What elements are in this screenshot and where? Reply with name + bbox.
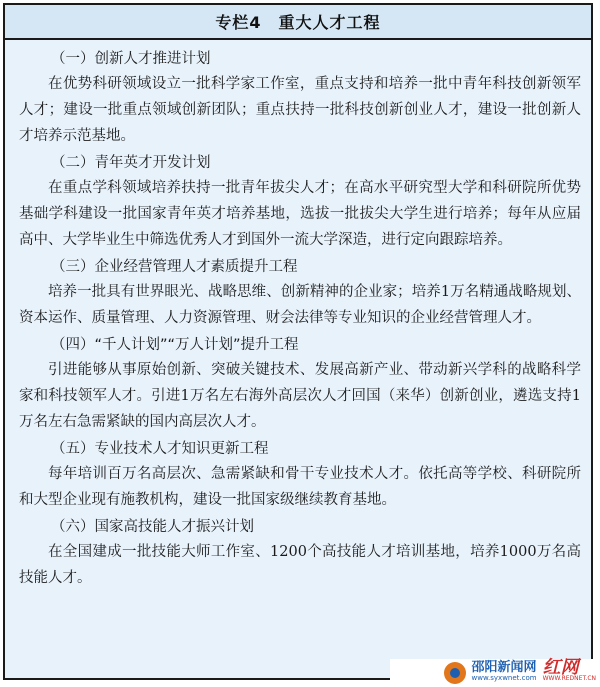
site-name: 邵阳新闻网 bbox=[471, 660, 537, 675]
section-heading-2: （二）青年英才开发计划 bbox=[51, 155, 211, 171]
section-body-3: 培养一批具有世界眼光、战略思维、创新精神的企业家；培养1万名精通战略规划、资本运作、质量管理、人力资源管理、财会法律等专业知识的企业经营管理人才。 bbox=[19, 284, 581, 326]
section-body-5: 每年培训百万名高层次、急需紧缺和骨干专业技术人才。依托高等学校、科研院所和大型企业现有施教机构，建设一批国家级继续教育基地。 bbox=[19, 466, 581, 508]
rednet-logo: 红网 bbox=[542, 657, 579, 678]
section-heading-4: （四）“千人计划”“万人计划”提升工程 bbox=[51, 337, 299, 353]
site-logo-icon bbox=[444, 662, 466, 684]
column-box bbox=[3, 3, 593, 680]
site-url: www.syxwnet.com bbox=[471, 674, 537, 682]
column-content bbox=[5, 40, 591, 591]
section-heading-1: （一）创新人才推进计划 bbox=[51, 51, 211, 67]
section-heading-6: （六）国家高技能人才振兴计划 bbox=[51, 519, 254, 535]
section-heading-5: （五）专业技术人才知识更新工程 bbox=[51, 441, 269, 457]
rednet-brand bbox=[542, 657, 596, 684]
rednet-url: WWW.REDNET.CN bbox=[542, 675, 596, 682]
section-heading-3: （三）企业经营管理人才素质提升工程 bbox=[51, 259, 298, 275]
section-body-6: 在全国建成一批技能大师工作室、1200个高技能人才培训基地，培养1000万名高技能人才。 bbox=[19, 544, 581, 586]
section-body-4: 引进能够从事原始创新、突破关键技术、发展高新产业、带动新兴学科的战略科学家和科技领军人才。引进1万名左右海外高层次人才回国（来华）创新创业，遴选支持1万名左右急需紧缺的国内高层次人才。 bbox=[19, 362, 581, 430]
section-body-1: 在优势科研领域设立一批科学家工作室，重点支持和培养一批中青年科技创新领军人才；建设一批重点领域创新团队；重点扶持一批科技创新创业人才，建设一批创新人才培养示范基地。 bbox=[19, 76, 581, 144]
site-brand bbox=[472, 662, 537, 684]
section-body-2: 在重点学科领域培养扶持一批青年拔尖人才；在高水平研究型大学和科研院所优势基础学科建设一批国家青年英才培养基地，选拔一批拔尖大学生进行培养；每年从应届高中、大学毕业生中筛选优秀人才到国外一流大学深造，进行定向跟踪培养。 bbox=[19, 180, 581, 248]
column-title: 专栏4 重大人才工程 bbox=[5, 5, 591, 40]
watermark-bar bbox=[390, 659, 600, 687]
